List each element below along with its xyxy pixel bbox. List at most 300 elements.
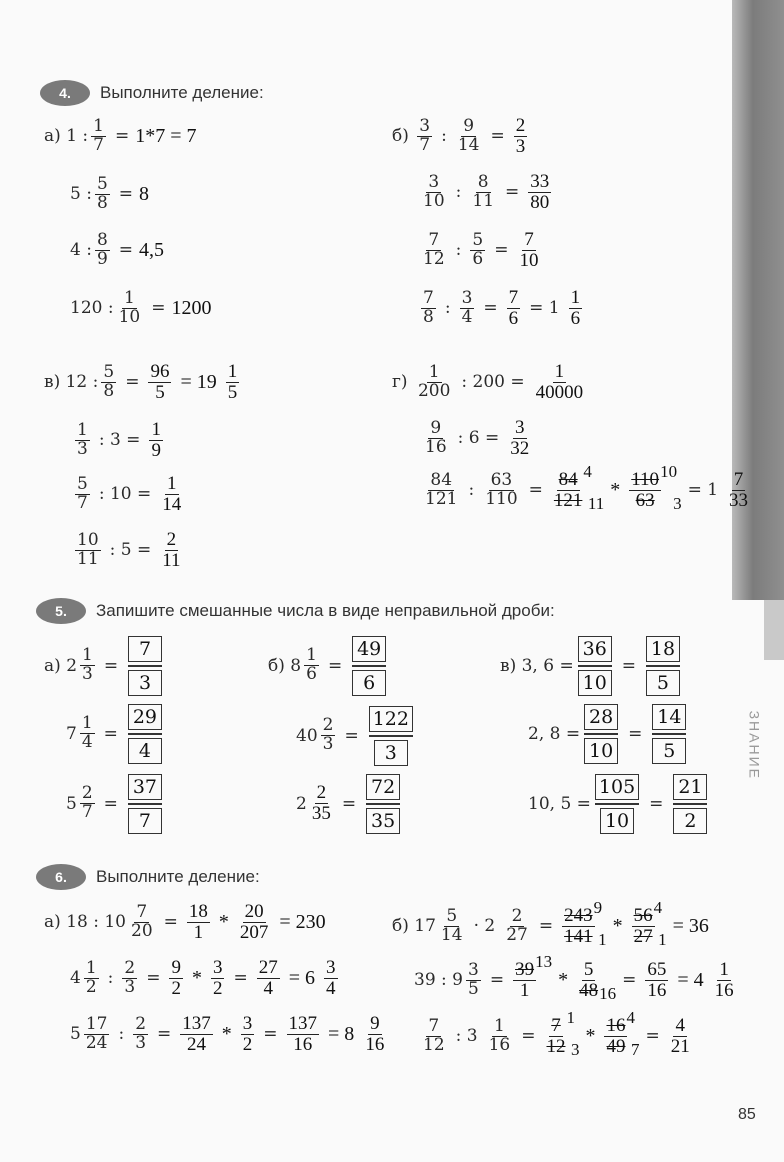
answer-denominator[interactable]: 3 — [128, 670, 162, 696]
answer-box[interactable] — [369, 706, 413, 766]
numerator: 3 — [242, 1013, 253, 1034]
whole-part: 17 — [414, 916, 436, 937]
numerator: 1 — [77, 420, 88, 441]
denominator: 1 — [519, 979, 530, 1001]
denominator: 16 — [425, 436, 447, 457]
answer-denominator[interactable]: 7 — [128, 808, 162, 834]
denominator: 3 — [135, 1032, 147, 1053]
ex5-v-label: в) — [500, 655, 517, 676]
handwritten-fraction — [569, 288, 583, 329]
ex4-g-label: г) — [392, 372, 408, 393]
expression: 12 : — [65, 372, 99, 393]
numerator: 9 — [430, 418, 442, 439]
ex5-a-label: а) — [44, 655, 61, 676]
denominator: 16 — [714, 979, 734, 1001]
numerator: 7 — [524, 229, 534, 250]
numerator: 1 — [167, 473, 177, 494]
numerator: 3 — [326, 957, 336, 978]
fraction — [421, 232, 447, 269]
answer-numerator[interactable]: 7 — [128, 636, 162, 662]
expression: 4 : — [70, 240, 92, 261]
denominator: 6 — [472, 248, 484, 269]
equals: = — [649, 793, 664, 814]
operator: : — [468, 480, 475, 501]
decimal-value: 2, 8 = — [528, 723, 581, 744]
denominator: 16 — [293, 1033, 313, 1055]
whole-part: 4 — [70, 968, 81, 989]
equals: = — [628, 723, 643, 744]
operator: · 2 — [473, 916, 496, 937]
answer-box[interactable] — [652, 704, 686, 764]
answer-denominator[interactable]: 35 — [366, 808, 400, 834]
whole-part: 2 — [296, 793, 307, 814]
denominator: 5 — [227, 381, 238, 403]
fraction — [75, 532, 101, 569]
numerator: 39 — [515, 959, 535, 980]
handwritten-cancel-fraction — [604, 1016, 627, 1057]
ex4-b-row-2 — [418, 172, 554, 213]
answer-box[interactable] — [578, 636, 612, 696]
operator: : — [444, 298, 451, 319]
answer-denominator[interactable]: 10 — [584, 738, 618, 764]
numerator: 5 — [472, 230, 484, 251]
reduced-numerator: 4 — [583, 462, 592, 482]
handwritten-fraction — [241, 1014, 255, 1055]
reduced-numerator: 10 — [660, 462, 678, 482]
fraction — [321, 717, 336, 754]
fraction — [133, 1016, 148, 1053]
numerator: 5 — [446, 906, 458, 927]
handwritten-cancel-fraction — [513, 960, 536, 1001]
handwritten-fraction — [645, 960, 668, 1001]
numerator: 2 — [166, 529, 177, 550]
handwritten-fraction — [187, 902, 210, 943]
handwritten-answer: 1*7 = 7 — [135, 124, 197, 147]
equals: = — [233, 968, 248, 989]
answer-numerator[interactable]: 105 — [595, 774, 639, 800]
equals: = — [103, 655, 119, 676]
numerator: 65 — [647, 959, 667, 980]
answer-box[interactable] — [128, 636, 162, 696]
answer-numerator[interactable]: 72 — [366, 774, 400, 800]
answer-denominator[interactable]: 10 — [600, 808, 634, 834]
numerator: 9 — [171, 957, 181, 978]
answer-numerator[interactable]: 14 — [652, 704, 686, 730]
ex4-v-label: в) — [44, 372, 61, 393]
numerator: 137 — [288, 1013, 318, 1034]
numerator: 1 — [428, 362, 440, 383]
numerator: 2 — [515, 115, 526, 136]
fraction — [117, 290, 143, 327]
operator: : 3 — [455, 1026, 478, 1047]
denominator: 80 — [530, 191, 550, 213]
whole-part: 40 — [296, 725, 318, 746]
denominator: 200 — [417, 380, 451, 401]
handwritten-fraction — [727, 470, 750, 511]
reduced-numerator: 9 — [593, 898, 603, 918]
reduced-numerator: 4 — [653, 898, 663, 918]
denominator: 8 — [423, 306, 434, 327]
handwritten-fraction — [517, 230, 540, 271]
answer-denominator[interactable]: 5 — [646, 670, 680, 696]
handwritten-fraction — [211, 958, 225, 999]
equals: = — [146, 968, 161, 989]
fraction — [423, 472, 459, 509]
equals-mixed: = 6 — [288, 966, 315, 989]
denominator: 7 — [419, 134, 431, 155]
denominator: 1 — [193, 921, 204, 943]
handwritten-answer: = 230 — [279, 910, 326, 933]
ex4-a-row-2 — [70, 176, 149, 213]
numerator: 1 — [93, 116, 104, 136]
reduced-numerator: 13 — [535, 952, 553, 972]
denominator: 4 — [326, 977, 336, 999]
answer-denominator[interactable]: 3 — [374, 740, 408, 766]
fraction — [80, 785, 95, 822]
denominator: 16 — [365, 1033, 385, 1055]
denominator: 24 — [187, 1033, 207, 1055]
numerator: 1 — [554, 361, 565, 382]
fraction — [470, 232, 485, 269]
expression: 18 : 10 — [66, 912, 126, 933]
handwritten-fraction — [669, 1016, 692, 1057]
denominator: 6 — [570, 307, 581, 329]
equals: = — [622, 970, 637, 991]
exercise-4-title: Выполните деление: — [100, 83, 264, 102]
answer-numerator[interactable]: 122 — [369, 706, 413, 732]
denominator: 2 — [85, 976, 97, 997]
answer-numerator[interactable]: 18 — [646, 636, 680, 662]
numerator: 7 — [551, 1015, 561, 1036]
answer-denominator[interactable]: 2 — [673, 808, 707, 834]
numerator: 27 — [258, 957, 278, 978]
page-edge-shadow-lower — [764, 600, 784, 660]
handwritten-cancel-fraction — [562, 906, 595, 947]
numerator: 20 — [244, 901, 264, 922]
handwritten-cancel-fraction — [629, 470, 661, 511]
denominator: 9 — [151, 439, 161, 461]
handwritten-fraction — [287, 1014, 320, 1055]
equals: = — [263, 1024, 278, 1045]
equals: = — [483, 298, 498, 319]
expression: : 10 = — [98, 484, 152, 505]
page-number: 85 — [738, 1106, 756, 1123]
handwritten-fraction — [160, 530, 182, 571]
numerator: 2 — [511, 906, 523, 927]
denominator: 14 — [162, 493, 182, 515]
handwritten-fraction — [226, 362, 240, 403]
answer-denominator[interactable]: 4 — [128, 738, 162, 764]
equals-mixed: = 1 — [529, 298, 560, 319]
answer-box[interactable] — [366, 774, 400, 834]
handwritten-fraction — [169, 958, 183, 999]
ex4-v-row-3 — [72, 474, 186, 515]
answer-denominator[interactable]: 10 — [578, 670, 612, 696]
denominator: 4 — [81, 732, 93, 753]
answer-numerator[interactable]: 21 — [673, 774, 707, 800]
expression: 1 : — [66, 126, 89, 147]
operator: : — [118, 1024, 125, 1045]
handwritten-fraction — [238, 902, 271, 943]
handwritten-fraction — [180, 1014, 213, 1055]
denominator: 7 — [93, 134, 104, 155]
equals-mixed: = 4 — [677, 968, 704, 991]
ex4-g-row-3 — [420, 462, 753, 514]
equals: = — [494, 240, 509, 261]
ex4-a-row-1 — [44, 118, 197, 155]
numerator: 1 — [306, 645, 317, 666]
fraction — [80, 715, 95, 752]
answer-numerator[interactable]: 28 — [584, 704, 618, 730]
denominator: 12 — [546, 1035, 566, 1057]
ex4-b-row-4 — [418, 288, 585, 329]
equals: = — [103, 723, 118, 744]
denominator: 33 — [729, 489, 749, 511]
equals: = — [538, 916, 554, 937]
denominator: 3 — [124, 976, 136, 997]
denominator: 8 — [96, 192, 108, 213]
denominator: 4 — [263, 977, 273, 999]
handwritten-cancel-fraction — [544, 1016, 567, 1057]
numerator: 1 — [227, 361, 238, 382]
equals: = — [528, 480, 543, 501]
handwritten-cancel-fraction — [552, 470, 585, 511]
denominator: 49 — [606, 1035, 626, 1057]
denominator: 27 — [633, 925, 653, 947]
answer-numerator[interactable]: 29 — [128, 704, 162, 730]
ex4-v-row-2 — [72, 420, 166, 461]
denominator: 141 — [564, 925, 593, 947]
multiply: * — [221, 1022, 232, 1045]
numerator: 7 — [428, 1016, 440, 1037]
equals: = — [521, 1026, 536, 1047]
denominator: 14 — [440, 924, 463, 945]
ex6-b-row-2 — [414, 952, 739, 1004]
denominator: 2 — [212, 977, 223, 999]
numerator: 8 — [96, 230, 108, 250]
handwritten-cancel-fraction — [632, 906, 655, 947]
numerator: 16 — [606, 1015, 626, 1036]
numerator: 3 — [461, 288, 473, 309]
equals: = — [621, 655, 636, 676]
denominator: 5 — [467, 978, 479, 999]
denominator: 7 — [77, 492, 88, 513]
multiply: * — [191, 966, 202, 989]
numerator: 18 — [188, 901, 208, 922]
ex6-a-row-1 — [44, 902, 332, 943]
numerator: 56 — [633, 905, 653, 926]
fraction — [456, 118, 482, 155]
equals: = — [490, 126, 505, 147]
multiply: * — [218, 910, 229, 933]
ex4-a-row-4 — [70, 290, 211, 327]
denominator: 207 — [239, 921, 269, 943]
denominator: 6 — [306, 664, 317, 685]
fraction — [421, 174, 447, 211]
fraction — [417, 118, 432, 155]
handwritten-cancel-fraction — [577, 960, 600, 1001]
ex5-v-item-3 — [528, 774, 711, 834]
multiply: * — [610, 478, 621, 501]
denominator: 11 — [472, 190, 495, 211]
answer-numerator[interactable]: 36 — [578, 636, 612, 662]
denominator: 6 — [508, 307, 519, 329]
numerator: 4 — [675, 1015, 685, 1036]
denominator: 10 — [118, 306, 141, 327]
numerator: 7 — [733, 469, 744, 490]
equals-mixed: = 8 — [328, 1022, 355, 1045]
ex6-b-row-1 — [392, 898, 715, 950]
denominator: 35 — [311, 803, 331, 825]
exercise-5-badge: 5. — [36, 598, 86, 624]
ex4-g-row-2 — [420, 418, 534, 459]
numerator: 84 — [430, 470, 453, 491]
equals: = — [103, 793, 118, 814]
answer-box[interactable] — [595, 774, 639, 834]
exercise-6-header — [36, 864, 260, 890]
ex6-b-label: б) — [392, 916, 409, 937]
numerator: 9 — [370, 1013, 380, 1034]
denominator: 12 — [423, 1034, 445, 1055]
answer-box[interactable] — [352, 636, 386, 696]
denominator: 16 — [647, 979, 667, 1001]
equals: = — [151, 298, 166, 319]
equals: = — [157, 1024, 172, 1045]
ex5-b-item-2 — [296, 706, 417, 766]
equals: = — [344, 725, 359, 746]
exercise-6-title: Выполните деление: — [96, 867, 260, 886]
whole-part: 7 — [66, 723, 77, 744]
numerator: 7 — [508, 287, 519, 308]
ex5-b-item-3 — [296, 774, 404, 834]
answer-box[interactable] — [128, 704, 162, 764]
numerator: 3 — [515, 417, 525, 438]
decimal-value: 3, 6 = — [521, 655, 574, 676]
fraction — [466, 962, 481, 999]
side-watermark: ЗНАНИЕ — [746, 710, 762, 780]
denominator: 16 — [488, 1034, 511, 1055]
equals: = — [114, 126, 130, 147]
answer-box[interactable] — [646, 636, 680, 696]
numerator: 3 — [419, 116, 431, 137]
fraction — [504, 908, 530, 945]
numerator: 1 — [570, 287, 581, 308]
ex6-a-label: а) — [44, 912, 61, 933]
ex4-a-label: а) — [44, 126, 61, 147]
fraction — [423, 420, 449, 457]
handwritten-fraction — [507, 288, 521, 329]
denominator: 21 — [670, 1035, 690, 1057]
fraction — [91, 118, 106, 155]
numerator: 2 — [124, 958, 136, 979]
fraction — [310, 783, 333, 824]
answer-numerator[interactable]: 37 — [128, 774, 162, 800]
reduced-numerator: 1 — [566, 1008, 575, 1028]
handwritten-fraction — [514, 116, 528, 157]
expression: : 3 = — [98, 430, 141, 451]
fraction — [95, 176, 110, 213]
fraction — [460, 290, 475, 327]
numerator: 2 — [316, 782, 327, 804]
denominator: 121 — [553, 489, 583, 511]
answer-box[interactable] — [128, 774, 162, 834]
reduced-numerator: 4 — [626, 1008, 635, 1028]
fraction — [421, 290, 436, 327]
ex4-a-row-3 — [70, 232, 164, 269]
denominator: 14 — [457, 134, 480, 155]
numerator: 137 — [182, 1013, 211, 1034]
equals: = — [118, 184, 134, 205]
denominator: 12 — [423, 248, 445, 269]
equals: = — [489, 970, 505, 991]
fraction — [84, 1016, 110, 1053]
expression: 39 : 9 — [414, 970, 463, 991]
numerator: 2 — [135, 1014, 147, 1035]
exercise-4-header — [40, 80, 264, 106]
denominator: 10 — [519, 249, 539, 271]
expression: 5 : — [70, 184, 92, 205]
exercise-5-title: Запишите смешанные числа в виде неправильной дроби: — [96, 601, 555, 620]
numerator: 84 — [558, 469, 578, 490]
handwritten-fraction — [363, 1014, 386, 1055]
denominator: 63 — [635, 489, 655, 511]
equals-mixed: = 19 — [180, 370, 217, 393]
whole-part: 5 — [70, 1024, 81, 1045]
exercise-6-badge: 6. — [36, 864, 86, 890]
answer-denominator[interactable]: 5 — [652, 738, 686, 764]
numerator: 7 — [136, 902, 148, 923]
numerator: 63 — [490, 470, 513, 491]
answer-numerator[interactable]: 49 — [352, 636, 386, 662]
answer-box[interactable] — [584, 704, 618, 764]
handwritten-answer: 8 — [139, 182, 150, 205]
reduced-denominator: 1 — [598, 930, 607, 950]
denominator: 40000 — [535, 381, 584, 403]
fraction — [304, 647, 319, 684]
expression: 120 : — [70, 298, 114, 319]
equals: = — [505, 182, 520, 203]
ex4-b-label: б) — [392, 126, 409, 147]
handwritten-answer: 1200 — [171, 296, 212, 319]
fraction — [101, 364, 116, 401]
denominator: 2 — [171, 977, 181, 999]
numerator: 9 — [463, 116, 475, 137]
numerator: 5 — [103, 362, 115, 383]
handwritten-fraction — [257, 958, 280, 999]
numerator: 3 — [212, 957, 223, 978]
numerator: 1 — [719, 959, 729, 980]
expression: : 6 = — [457, 428, 500, 449]
numerator: 1 — [124, 288, 135, 308]
answer-box[interactable] — [673, 774, 707, 834]
equals: = — [645, 1026, 660, 1047]
answer-denominator[interactable]: 6 — [352, 670, 386, 696]
operator: : — [107, 968, 114, 989]
numerator: 1 — [494, 1016, 505, 1037]
fraction — [487, 1018, 513, 1055]
decimal-value: 10, 5 = — [528, 793, 591, 814]
fraction — [439, 908, 465, 945]
denominator: 3 — [515, 135, 526, 157]
denominator: 10 — [423, 190, 445, 211]
handwritten-answer: = 36 — [672, 914, 709, 937]
exercise-4-badge: 4. — [40, 80, 90, 106]
fraction — [122, 960, 137, 997]
denominator: 121 — [425, 488, 458, 509]
ex4-v-row-1 — [44, 362, 242, 403]
exercise-5-header — [36, 598, 555, 624]
numerator: 2 — [81, 783, 93, 804]
